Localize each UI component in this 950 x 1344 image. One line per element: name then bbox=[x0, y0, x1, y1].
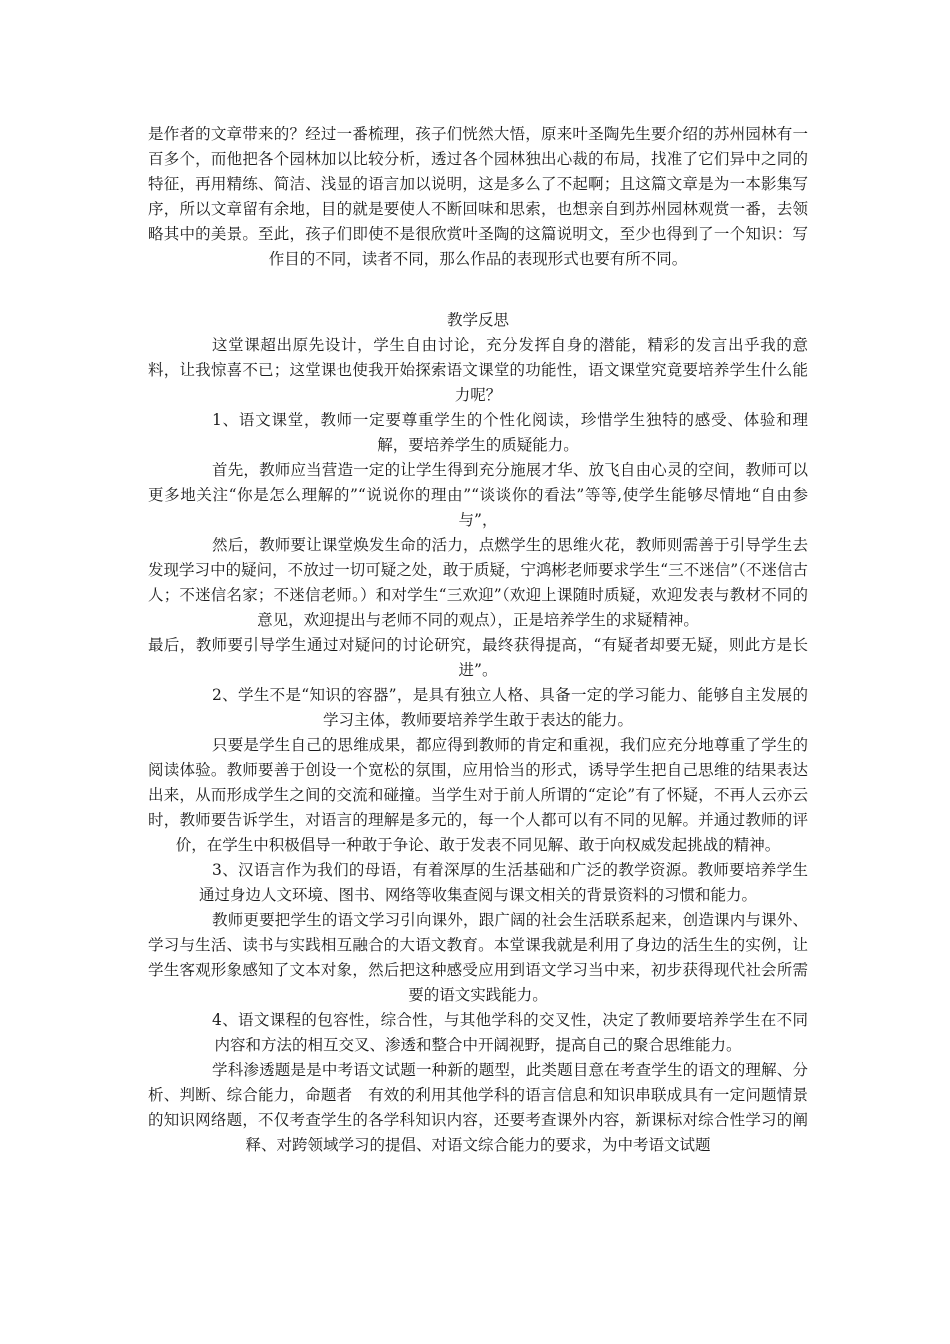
paragraph-1: 这堂课超出原先设计，学生自由讨论，充分发挥自身的潜能，精彩的发言出乎我的意料，让我惊喜不已；这堂课也使我开始探索语文课堂的功能性，语文课堂究竟要培养学生什么能力呢？ bbox=[148, 336, 808, 404]
section-title: 教学反思 bbox=[446, 311, 509, 329]
paragraph-first: 首先，教师应当营造一定的让学生得到充分施展才华、放飞自由心灵的空间，教师可以更多地关注“你是怎么理解的”“说说你的理由”“谈谈你的看法”等等,使学生能够尽情地“自由参与”， bbox=[148, 461, 808, 529]
paragraph-interdisciplinary: 学科渗透题是是中考语文试题一种新的题型，此类题目意在考查学生的语文的理解、分析、判断、综合能力，命题者 有效的利用其他学科的语言信息和知识串联成具有一定问题情景的知识网络题，不仅考查学生的各学科知识内容，还要考查课外内容，新课标对综合性学习的阐释、对跨领域学习的提倡、对语文综合能力的要求，为中考语文试题 bbox=[148, 1061, 808, 1154]
paragraph-point-2: 2、学生不是“知识的容器”，是具有独立人格、具备一定的学习能力、能够自主发展的学习主体，教师要培养学生敢于表达的能力。 bbox=[212, 686, 808, 729]
intro-paragraph: 是作者的文章带来的？经过一番梳理，孩子们恍然大悟，原来叶圣陶先生要介绍的苏州园林有一百多个，而他把各个园林加以比较分析，透过各个园林独出心裁的布局，找准了它们异中之同的特征，再用精练、简洁、浅显的语言加以说明，这是多么了不起啊；且这篇文章是为一本影集写序，所以文章留有余地，目的就是要使人不断回味和思索，也想亲自到苏州园林观赏一番，去领略其中的美景。至此，孩子们即使不是很欣赏叶圣陶的这篇说明文，至少也得到了一个知识：写作目的不同，读者不同，那么作品的表现形式也要有所不同。 bbox=[148, 125, 808, 268]
paragraph-point-3: 3、汉语言作为我们的母语，有着深厚的生活基础和广泛的教学资源。教师要培养学生通过身边人文环境、图书、网络等收集查阅与课文相关的背景资料的习惯和能力。 bbox=[198, 861, 808, 904]
paragraph-extracurricular: 教师更要把学生的语文学习引向课外，跟广阔的社会生活联系起来，创造课内与课外、学习与生活、读书与实践相互融合的大语文教育。本堂课我就是利用了身边的活生生的实例，让学生客观形象感知了文本对象，然后把这种感受应用到语文学习当中来，初步获得现代社会所需要的语文实践能力。 bbox=[148, 911, 808, 1004]
paragraph-point-4: 4、语文课程的包容性，综合性，与其他学科的交叉性，决定了教师要培养学生在不同内容和方法的相互交叉、渗透和整合中开阔视野，提高自己的聚合思维能力。 bbox=[212, 1011, 808, 1054]
paragraph-expression: 只要是学生自己的思维成果，都应得到教师的肯定和重视，我们应充分地尊重了学生的阅读体验。教师要善于创设一个宽松的氛围，应用恰当的形式，诱导学生把自己思维的结果表达出来，从而形成学生之间的交流和碰撞。当学生对于前人所谓的“定论”有了怀疑，不再人云亦云时，教师要告诉学生，对语言的理解是多元的，每一个人都可以有不同的见解。并通过教师的评价，在学生中积极倡导一种敢于争论、敢于发表不同见解、敢于向权威发起挑战的精神。 bbox=[148, 736, 808, 854]
paragraph-point-1: 1、语文课堂，教师一定要尊重学生的个性化阅读，珍惜学生独特的感受、体验和理解，要培养学生的质疑能力。 bbox=[212, 411, 808, 454]
paragraph-finally: 最后，教师要引导学生通过对疑问的讨论研究，最终获得提高，“有疑者却要无疑，则此方是长进”。 bbox=[148, 636, 808, 679]
paragraph-then: 然后，教师要让课堂焕发生命的活力，点燃学生的思维火花，教师则需善于引导学生去发现学习中的疑问，不放过一切可疑之处，敢于质疑，宁鸿彬老师要求学生“三不迷信”（不迷信古人；不迷信名家；不迷信老师。）和对学生“三欢迎”（欢迎上课随时质疑，欢迎发表与教材不同的意见，欢迎提出与老师不同的观点），正是培养学生的求疑精神。 bbox=[148, 536, 808, 629]
document-page bbox=[148, 122, 808, 1158]
